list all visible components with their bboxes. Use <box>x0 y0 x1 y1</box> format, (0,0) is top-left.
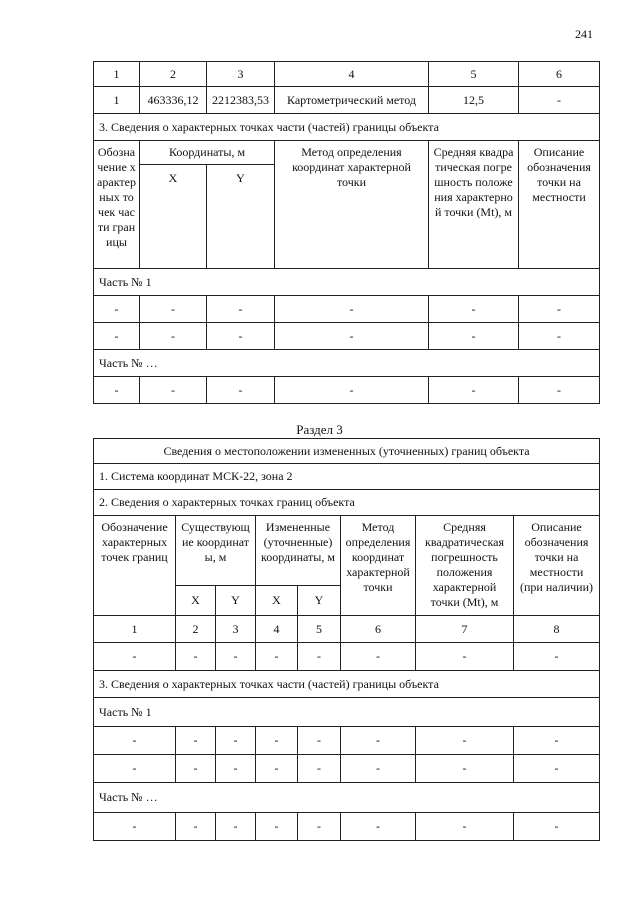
table-row <box>94 727 600 755</box>
section-title: Раздел 3 <box>296 422 343 437</box>
header-error: Средняя квадратическая погрешность положения характерной точки (Mt), м <box>429 141 519 269</box>
table-cell: - <box>256 643 298 671</box>
table-cell: - <box>429 296 519 323</box>
table-cell: - <box>514 643 600 671</box>
table-cell: - <box>176 813 216 841</box>
table-cell: - <box>176 727 216 755</box>
table-cell: Картометрический метод <box>275 87 429 114</box>
coord-system: 1. Система координат МСК-22, зона 2 <box>94 464 600 490</box>
col-num: 6 <box>519 62 600 87</box>
col-num: 4 <box>256 616 298 643</box>
table-title: Сведения о местоположении измененных (уточненных) границ объекта <box>94 439 600 464</box>
header-y: Y <box>298 586 341 616</box>
table-cell: - <box>519 377 600 404</box>
table-cell: - <box>514 755 600 783</box>
table-cell: - <box>519 296 600 323</box>
part-points-heading: 3. Сведения о характерных точках части (частей) границы объекта <box>94 114 600 141</box>
header-method: Метод определения координат характерной точки <box>341 516 416 616</box>
col-num: 7 <box>416 616 514 643</box>
table-cell: - <box>176 643 216 671</box>
part-1-label: Часть № 1 <box>94 269 600 296</box>
column-number-row <box>94 62 600 87</box>
table-cell: - <box>140 296 207 323</box>
table-cell: - <box>256 813 298 841</box>
table-cell: - <box>216 727 256 755</box>
table-cell: - <box>298 643 341 671</box>
header-x: X <box>176 586 216 616</box>
header-description: Описание обозначения точки на местности <box>519 141 600 269</box>
col-num: 8 <box>514 616 600 643</box>
table-cell: - <box>275 296 429 323</box>
table-cell: - <box>416 813 514 841</box>
header-method: Метод определения координат характерной точки <box>275 141 429 269</box>
table-cell: 2212383,53 <box>207 87 275 114</box>
table-changed-boundaries <box>93 438 600 841</box>
table-part-points <box>93 61 600 404</box>
col-num: 4 <box>275 62 429 87</box>
table-row <box>94 813 600 841</box>
header-x: X <box>256 586 298 616</box>
col-num: 3 <box>216 616 256 643</box>
col-num: 5 <box>298 616 341 643</box>
header-changed: Измененные (уточненные) координаты, м <box>256 516 341 586</box>
table-row <box>94 87 600 114</box>
part-1-label: Часть № 1 <box>94 698 600 727</box>
table-cell: - <box>207 296 275 323</box>
table-cell: - <box>341 643 416 671</box>
col-num: 1 <box>94 62 140 87</box>
column-number-row <box>94 616 600 643</box>
table-cell: - <box>140 377 207 404</box>
col-num: 1 <box>94 616 176 643</box>
table-cell: - <box>176 755 216 783</box>
col-num: 5 <box>429 62 519 87</box>
table-cell: - <box>216 813 256 841</box>
table-cell: - <box>341 727 416 755</box>
header-y: Y <box>216 586 256 616</box>
table-cell: - <box>298 727 341 755</box>
table-cell: - <box>94 323 140 350</box>
header-existing: Существующие координаты, м <box>176 516 256 586</box>
part-n-label: Часть № … <box>94 783 600 813</box>
table-cell: - <box>341 813 416 841</box>
page-number: 241 <box>575 27 593 41</box>
col-num: 3 <box>207 62 275 87</box>
table-row <box>94 643 600 671</box>
header-y: Y <box>207 165 275 269</box>
table-cell: - <box>216 755 256 783</box>
table-cell: - <box>514 727 600 755</box>
table-cell: - <box>519 87 600 114</box>
table-cell: - <box>275 377 429 404</box>
table-cell: - <box>416 727 514 755</box>
table-cell: - <box>216 643 256 671</box>
header-designation: Обозначение характерных точек части границы <box>94 141 140 269</box>
table-cell: - <box>416 643 514 671</box>
table-cell: - <box>341 755 416 783</box>
col-num: 2 <box>140 62 207 87</box>
table-row <box>94 323 600 350</box>
table-cell: - <box>94 755 176 783</box>
table-row <box>94 755 600 783</box>
table-row <box>94 377 600 404</box>
table-cell: - <box>298 813 341 841</box>
col-num: 6 <box>341 616 416 643</box>
table-cell: - <box>275 323 429 350</box>
table-cell: - <box>429 323 519 350</box>
part-points-heading: 3. Сведения о характерных точках части (частей) границы объекта <box>94 671 600 698</box>
table-cell: - <box>416 755 514 783</box>
table-cell: 463336,12 <box>140 87 207 114</box>
header-x: X <box>140 165 207 269</box>
table-cell: - <box>94 377 140 404</box>
table-cell: - <box>207 323 275 350</box>
table-cell: - <box>514 813 600 841</box>
table-cell: 12,5 <box>429 87 519 114</box>
table-cell: - <box>94 727 176 755</box>
table-cell: 1 <box>94 87 140 114</box>
table-cell: - <box>94 296 140 323</box>
table-cell: - <box>94 643 176 671</box>
table-cell: - <box>256 755 298 783</box>
header-description: Описание обозначения точки на местности (при наличии) <box>514 516 600 616</box>
table-row <box>94 296 600 323</box>
table-cell: - <box>519 323 600 350</box>
table-cell: - <box>94 813 176 841</box>
header-coords: Координаты, м <box>140 141 275 165</box>
col-num: 2 <box>176 616 216 643</box>
part-n-label: Часть № … <box>94 350 600 377</box>
table-cell: - <box>207 377 275 404</box>
points-heading: 2. Сведения о характерных точках границ объекта <box>94 490 600 516</box>
header-error: Средняя квадратическая погрешность положения характерной точки (Mt), м <box>416 516 514 616</box>
table-cell: - <box>140 323 207 350</box>
table-cell: - <box>429 377 519 404</box>
table-cell: - <box>256 727 298 755</box>
table-cell: - <box>298 755 341 783</box>
header-designation: Обозначение характерных точек границ <box>94 516 176 616</box>
